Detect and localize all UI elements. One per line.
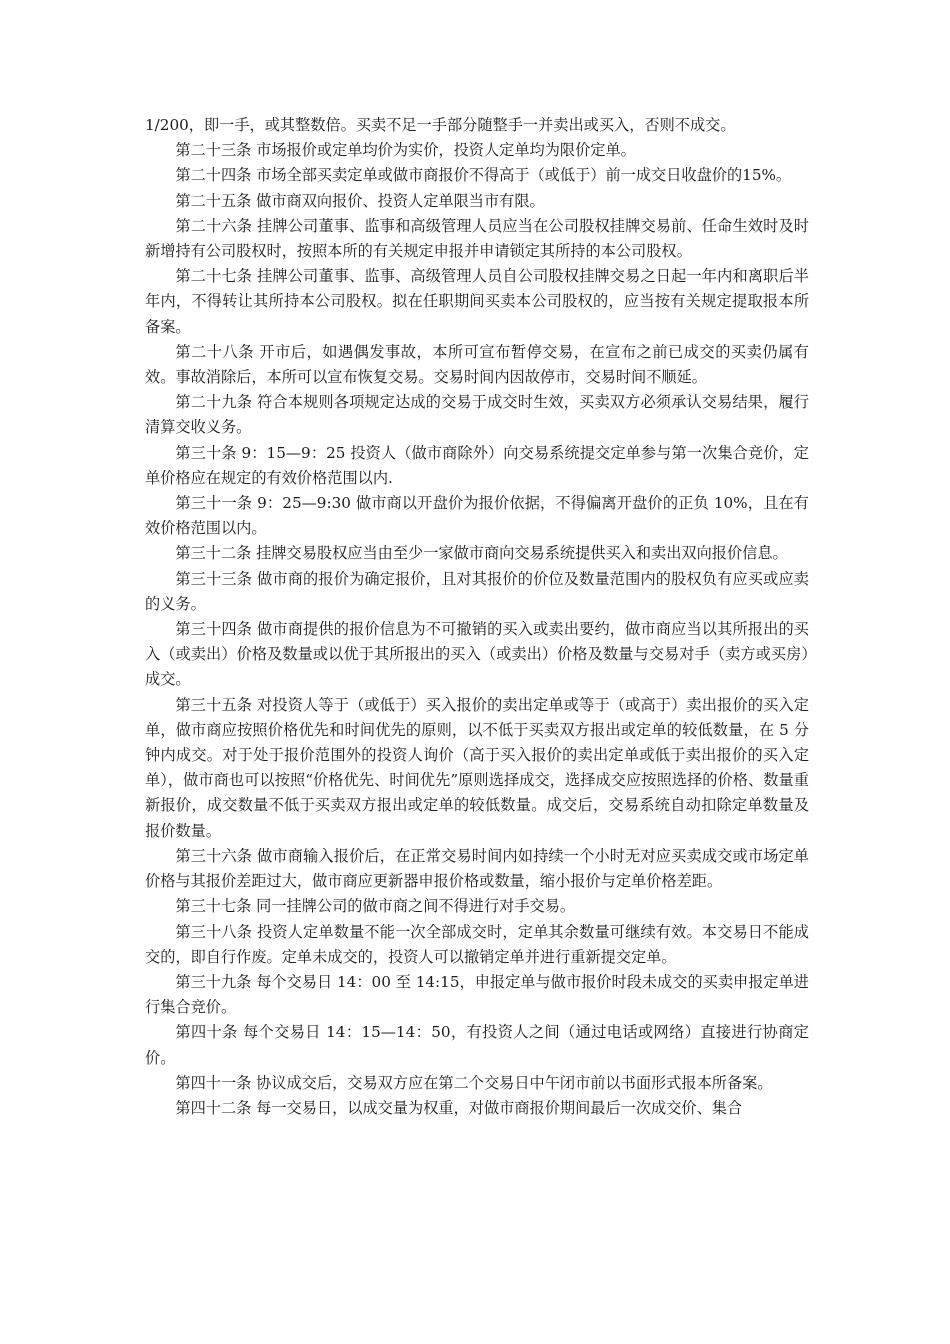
article-39: 第三十九条 每个交易日 14：00 至 14:15，申报定单与做市报价时段未成交的买卖申报定单进行集合竞价。 xyxy=(145,972,809,1017)
article-27: 第二十七条 挂牌公司董事、监事、高级管理人员自公司股权挂牌交易之日起一年内和离职后半年内，不得转让其所持本公司股权。拟在任职期间买卖本公司股权的，应当按有关规定提取报本所备案。 xyxy=(145,267,809,336)
article-36: 第三十六条 做市商输入报价后，在正常交易时间内如持续一个小时无对应买卖成交或市场定单价格与其报价差距过大，做市商应更新器申报价格或数量，缩小报价与定单价格差距。 xyxy=(145,846,809,891)
article-38: 第三十八条 投资人定单数量不能一次全部成交时，定单其余数量可继续有效。本交易日不能成交的，即自行作废。定单未成交的，投资人可以撤销定单并进行重新提交定单。 xyxy=(145,922,809,966)
document-page xyxy=(145,113,809,1121)
article-26: 第二十六条 挂牌公司董事、监事和高级管理人员应当在公司股权挂牌交易前、任命生效时及时新增持有公司股权时，按照本所的有关规定申报并申请锁定其所持的本公司股权。 xyxy=(145,216,809,261)
article-28: 第二十八条 开市后，如遇偶发事故，本所可宣布暂停交易，在宣布之前已成交的买卖仍属有效。事故消除后，本所可以宣布恢复交易。交易时间内因故停市，交易时间不顺延。 xyxy=(145,342,809,387)
article-25: 第二十五条 做市商双向报价、投资人定单限当市有限。 xyxy=(175,191,545,210)
article-41: 第四十一条 协议成交后，交易双方应在第二个交易日中午闭市前以书面形式报本所备案。 xyxy=(175,1073,773,1092)
article-23: 第二十三条 市场报价或定单均价为实价，投资人定单均为限价定单。 xyxy=(175,141,636,160)
article-24: 第二十四条 市场全部买卖定单或做市商报价不得高于（或低于）前一成交日收盘价的15%。 xyxy=(175,166,792,185)
article-31: 第三十一条 9：25—9:30 做市商以开盘价为报价依据，不得偏离开盘价的正负 10%，且在有效价格范围以内。 xyxy=(145,494,809,538)
lead-paragraph: 1/200，即一手，或其整数倍。买卖不足一手部分随整手一并卖出或买入，否则不成交。 xyxy=(145,116,736,134)
article-29: 第二十九条 符合本规则各项规定达成的交易于成交时生效，买卖双方必须承认交易结果，履行清算交收义务。 xyxy=(145,393,809,437)
article-40: 第四十条 每个交易日 14：15—14：50，有投资人之间（通过电话或网络）直接进行协商定价。 xyxy=(145,1023,809,1067)
article-34: 第三十四条 做市商提供的报价信息为不可撤销的买入或卖出要约，做市商应当以其所报出的买入（或卖出）价格及数量或以优于其所报出的买入（或卖出）价格及数量与交易对手（卖方或买房）成交。 xyxy=(145,620,809,689)
article-33: 第三十三条 做市商的报价为确定报价，且对其报价的价位及数量范围内的股权负有应买或应卖的义务。 xyxy=(145,569,809,613)
article-42: 第四十二条 每一交易日，以成交量为权重，对做市商报价期间最后一次成交价、集合 xyxy=(175,1098,743,1117)
article-32: 第三十二条 挂牌交易股权应当由至少一家做市商向交易系统提供买入和卖出双向报价信息。 xyxy=(175,544,788,563)
article-35: 第三十五条 对投资人等于（或低于）买入报价的卖出定单或等于（或高于）卖出报价的买入定单，做市商应按照价格优先和时间优先的原则，以不低于买卖双方报出或定单的较低数量，在 5 分钟内成交。对于处于报价范围外的投资人询价（高于买入报价的卖出定单或低于卖出报价的买入定单），做市商也可以按照“价格优先、时间优先”原则选择成交，选择成交应按照选择的价格、数量重新报价，成交数量不低于买卖双方报出或定单的较低数量。成交后，交易系统自动扣除定单数量及报价数量。 xyxy=(145,695,809,840)
article-37: 第三十七条 同一挂牌公司的做市商之间不得进行对手交易。 xyxy=(175,897,576,916)
article-30: 第三十条 9：15—9：25 投资人（做市商除外）向交易系统提交定单参与第一次集合竞价，定单价格应在规定的有效价格范围以内. xyxy=(145,443,809,487)
